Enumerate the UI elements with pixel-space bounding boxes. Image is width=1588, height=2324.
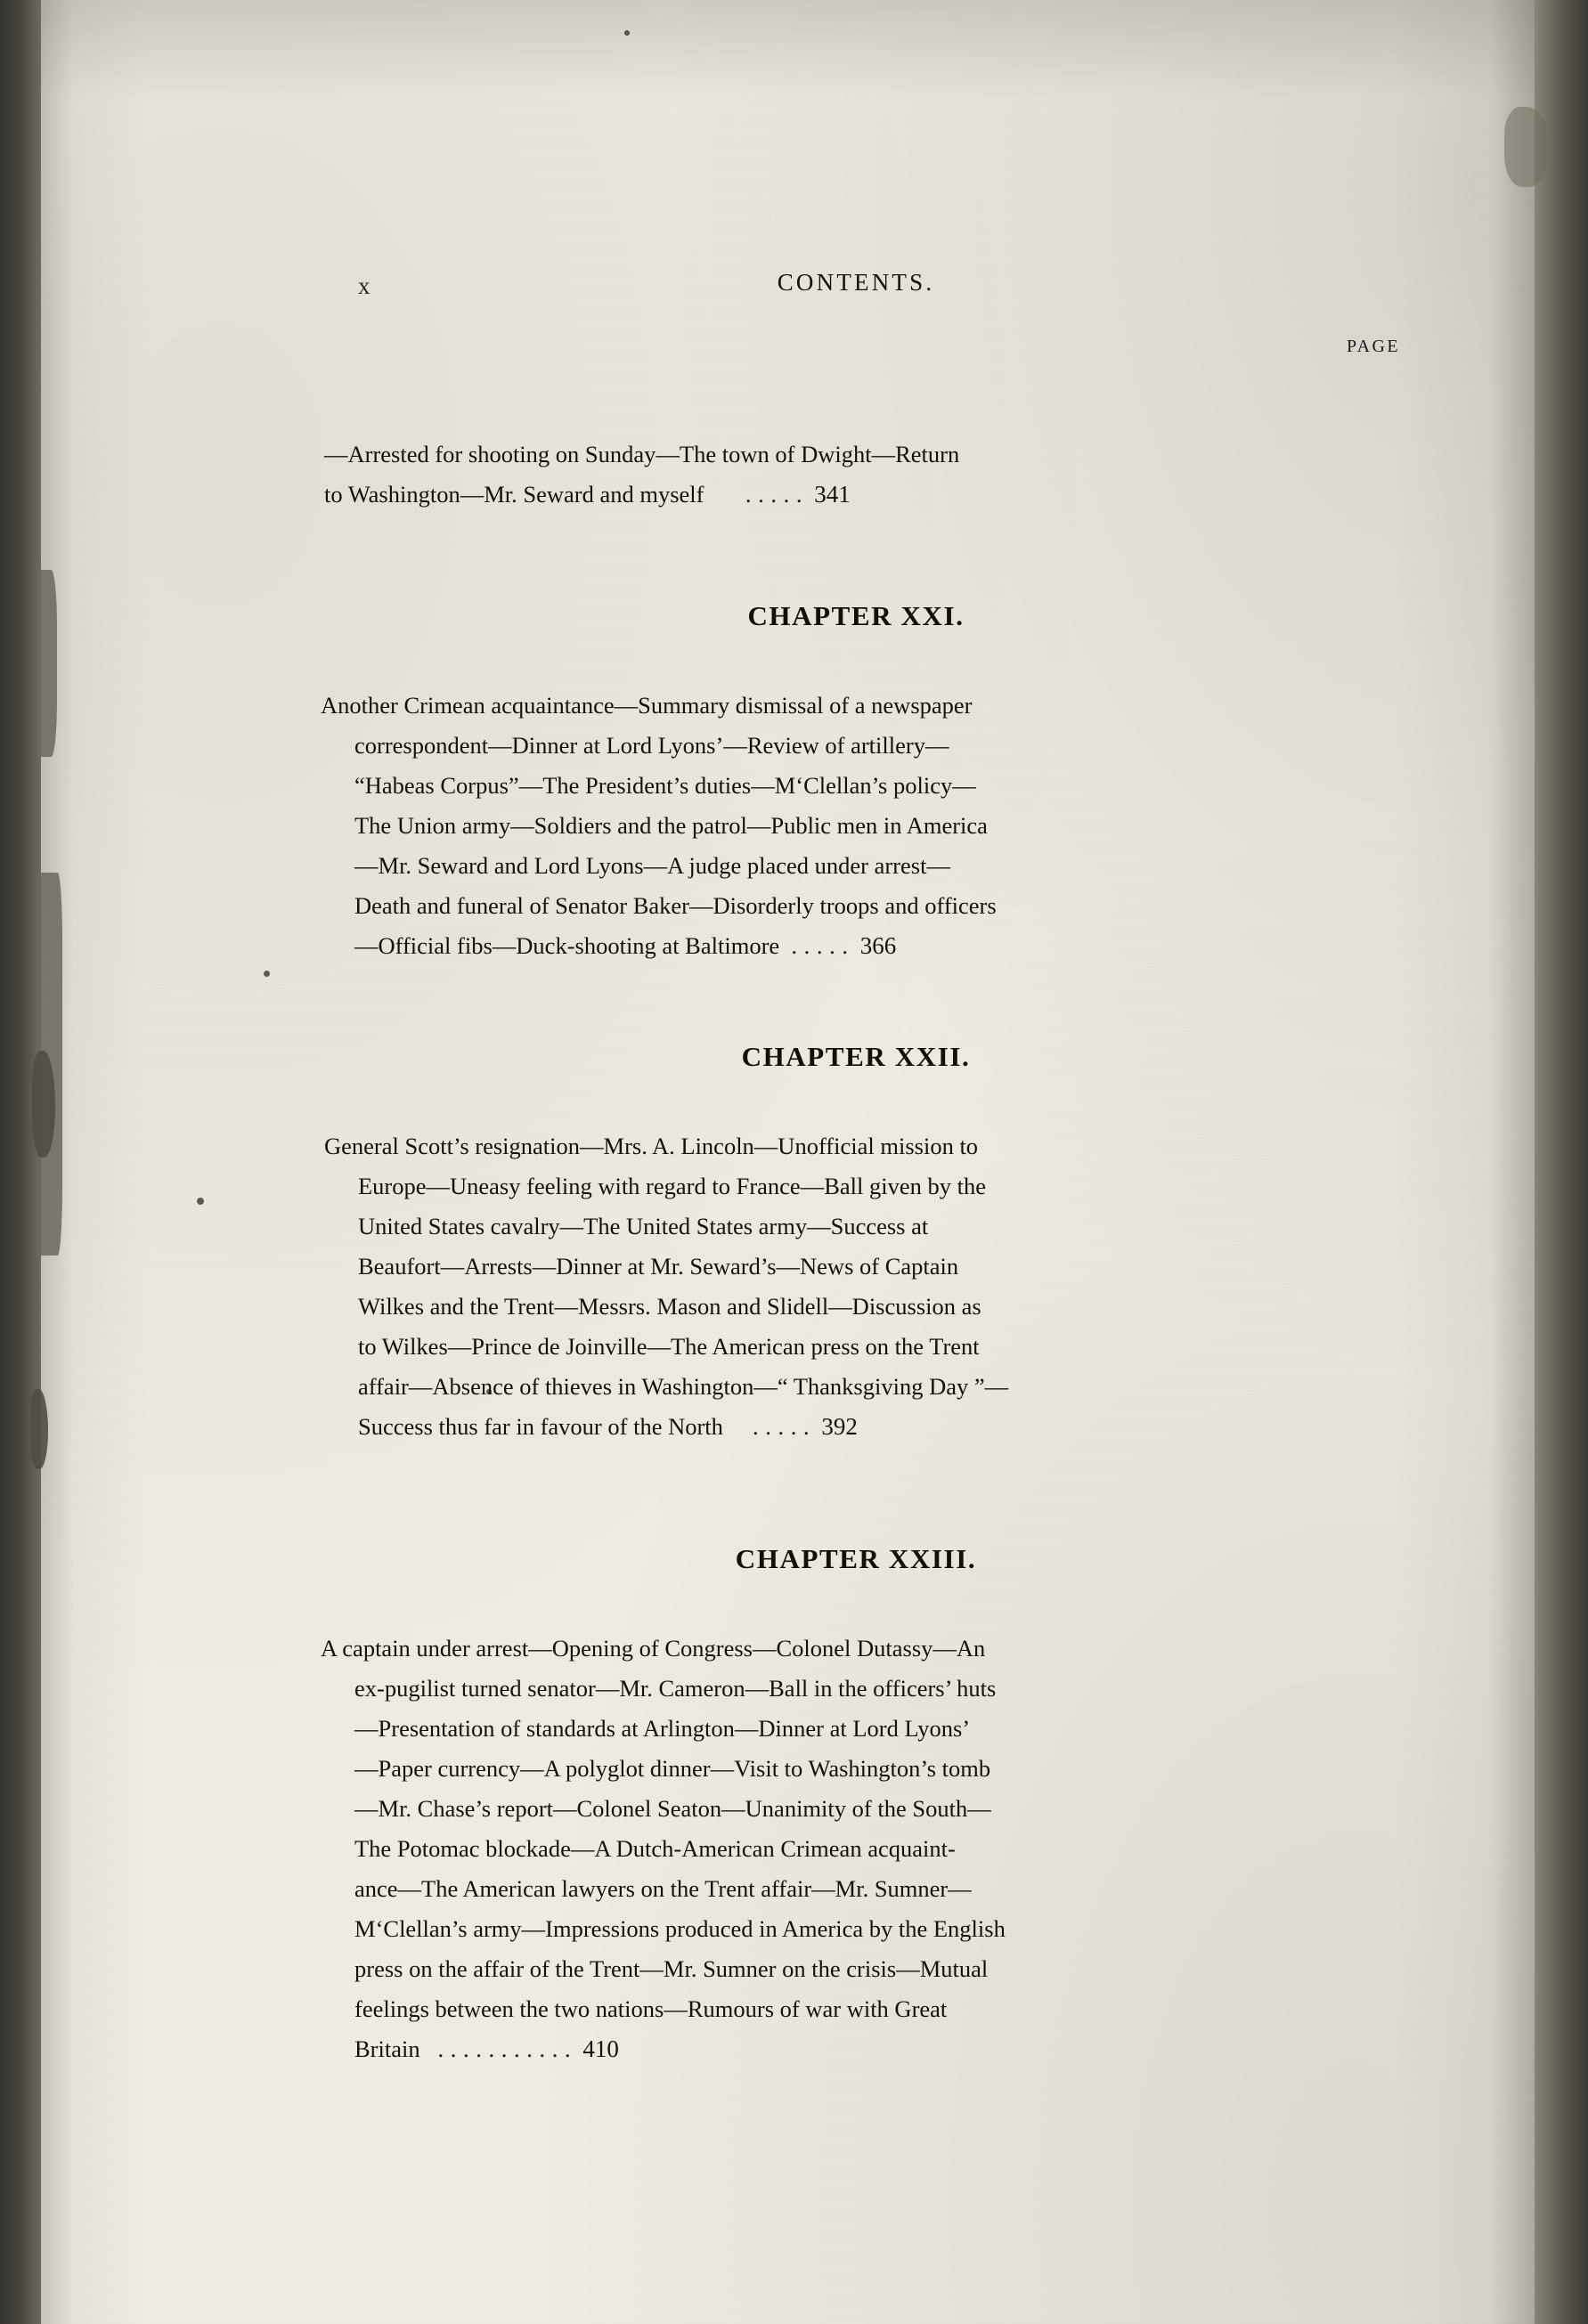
toc-line: Success thus far in favour of the North [358, 1413, 723, 1440]
paper-sheet [41, 0, 1535, 2324]
toc-leader-dots: . . . . . [753, 1413, 810, 1440]
corner-chip-top-right [1504, 107, 1551, 187]
toc-line: General Scott’s resignation—Mrs. A. Lincoln—Unofficial mission to [324, 1133, 979, 1159]
toc-page-number: 341 [814, 481, 851, 508]
chapter-heading: CHAPTER XXIII. [735, 1543, 977, 1574]
toc-line: affair—Absence of thieves in Washington—“ Thanksgiving Day ”— [358, 1373, 1009, 1400]
ink-speck-3 [197, 1198, 204, 1205]
toc-entry[interactable] [308, 435, 1404, 515]
running-head: CONTENTS. [777, 269, 935, 296]
right-page-edge [1535, 0, 1588, 2324]
toc-entry-description [308, 1629, 1404, 2069]
toc-line: Beaufort—Arrests—Dinner at Mr. Seward’s—News of Captain [358, 1253, 959, 1280]
toc-leader-dots: . . . . . [745, 481, 802, 508]
toc-page-number: 392 [821, 1413, 858, 1440]
toc-line: —Arrested for shooting on Sunday—The town of Dwight—Return [324, 441, 960, 467]
toc-line: Europe—Uneasy feeling with regard to France—Ball given by the [358, 1173, 986, 1199]
toc-line: ance—The American lawyers on the Trent affair—Mr. Sumner— [354, 1875, 972, 1902]
chapter-heading: CHAPTER XXI. [747, 600, 965, 631]
toc-line: The Potomac blockade—A Dutch-American Crimean acquaint- [354, 1835, 956, 1862]
toc-entry[interactable] [308, 600, 1404, 966]
toc-line: Britain [354, 2036, 420, 2062]
toc-entry[interactable] [308, 1041, 1404, 1447]
chapter-heading: CHAPTER XXII. [741, 1041, 971, 1072]
toc-line: United States cavalry—The United States army—Success at [358, 1213, 929, 1239]
toc-line: ex-pugilist turned senator—Mr. Cameron—Ball in the officers’ huts [354, 1675, 997, 1702]
toc-line: M‘Clellan’s army—Impressions produced in America by the English [354, 1915, 1006, 1942]
toc-entry[interactable] [308, 1543, 1404, 2069]
edge-tear-1 [37, 570, 57, 757]
toc-line: Another Crimean acquaintance—Summary dismissal of a newspaper [321, 692, 973, 719]
toc-line: —Presentation of standards at Arlington—Dinner at Lord Lyons’ [354, 1715, 971, 1742]
toc-line: feelings between the two nations—Rumours of war with Great [354, 1995, 948, 2022]
toc-line: Death and funeral of Senator Baker—Disorderly troops and officers [354, 892, 997, 919]
toc-line: correspondent—Dinner at Lord Lyons’—Review of artillery— [354, 732, 949, 759]
page-header [308, 223, 1404, 356]
ink-speck-2 [264, 971, 270, 977]
toc-line: —Official fibs—Duck-shooting at Baltimore [354, 932, 780, 959]
toc-leader-dots: . . . . . [791, 932, 849, 959]
toc-entry-description [324, 435, 1404, 515]
ink-speck-1 [624, 30, 630, 36]
toc-line: to Wilkes—Prince de Joinville—The American press on the Trent [358, 1333, 980, 1360]
toc-entry-description [308, 1126, 1404, 1447]
toc-leader-dots: . . . . . . . . . . . [437, 2036, 572, 2062]
toc-line: to Washington—Mr. Seward and myself [324, 481, 704, 508]
page-column-label: PAGE [1347, 337, 1400, 356]
toc-page-number: 366 [859, 932, 897, 959]
toc-line: —Mr. Chase’s report—Colonel Seaton—Unanimity of the South— [354, 1795, 991, 1822]
toc-line: —Mr. Seward and Lord Lyons—A judge placed under arrest— [354, 852, 950, 879]
folio-number: x [358, 272, 371, 299]
toc-line: —Paper currency—A polyglot dinner—Visit to Washington’s tomb [354, 1755, 991, 1782]
toc-entry-description [308, 686, 1404, 966]
toc-line: Wilkes and the Trent—Messrs. Mason and Slidell—Discussion as [358, 1293, 981, 1320]
edge-chip-2 [30, 1389, 48, 1469]
edge-chip-1 [32, 1051, 55, 1158]
toc-line: press on the affair of the Trent—Mr. Sumner on the crisis—Mutual [354, 1955, 989, 1982]
toc-line: A captain under arrest—Opening of Congress—Colonel Dutassy—An [321, 1635, 986, 1662]
toc-line: “Habeas Corpus”—The President’s duties—M‘Clellan’s policy— [354, 772, 976, 799]
toc-line: The Union army—Soldiers and the patrol—Public men in America [354, 812, 988, 839]
toc-page-number: 410 [582, 2036, 619, 2062]
table-of-contents [308, 223, 1404, 2069]
